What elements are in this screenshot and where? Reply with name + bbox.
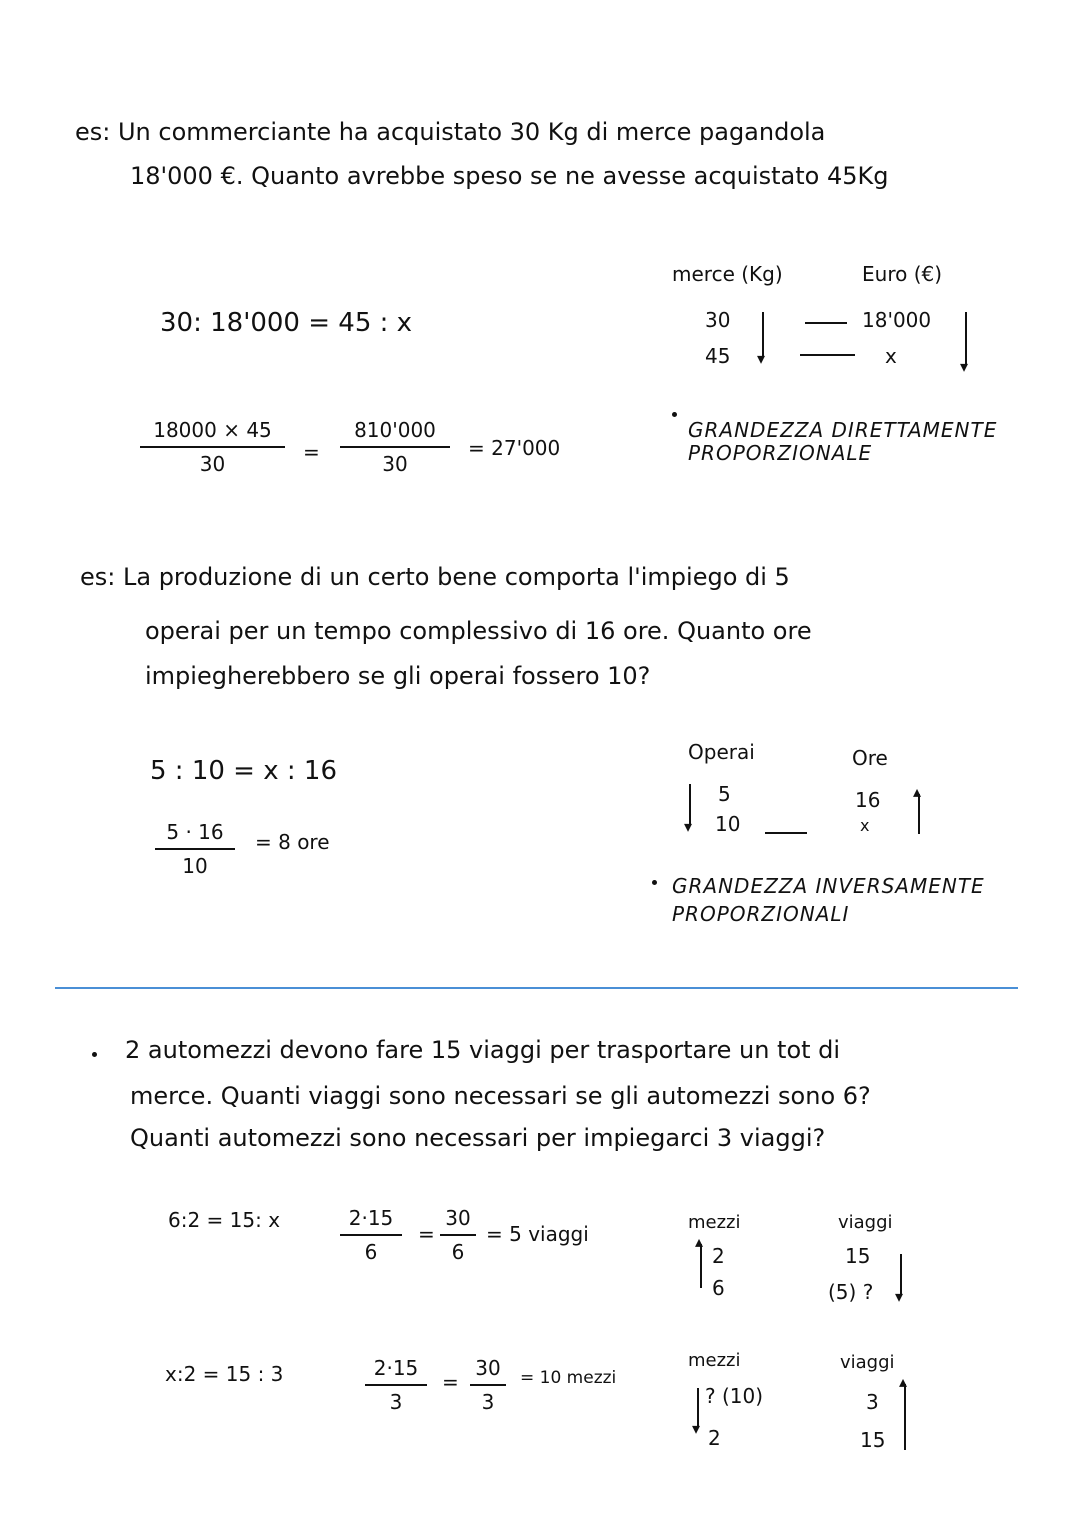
ex1-fraction-1 xyxy=(140,418,285,476)
arrow-up-icon xyxy=(918,794,920,834)
bullet-dot xyxy=(92,1052,97,1057)
ex1-table-connector-1 xyxy=(805,322,847,324)
ex3-t1-r1c1: 2 xyxy=(712,1244,725,1268)
arrow-down-icon xyxy=(900,1254,902,1294)
ex2-note-line1: GRANDEZZA INVERSAMENTE xyxy=(672,874,985,898)
arrow-up-icon xyxy=(700,1244,702,1288)
ex1-proportion: 30: 18'000 = 45 : x xyxy=(160,308,413,338)
ex3-p2-equals: = xyxy=(442,1370,459,1394)
ex3-text-line2: merce. Quanti viaggi sono necessari se gli automezzi sono 6? xyxy=(130,1082,871,1110)
arrow-down-icon xyxy=(697,1388,699,1426)
ex3-t1-r1c2: 15 xyxy=(845,1244,871,1268)
ex3-p2-fraction-1-numerator: 2·15 xyxy=(373,1356,419,1380)
ex2-fraction-denominator: 10 xyxy=(182,854,208,878)
arrow-up-icon xyxy=(904,1384,906,1450)
ex2-table-r2c1: 10 xyxy=(715,812,741,836)
ex3-p2-fraction-2-denominator: 3 xyxy=(481,1390,495,1414)
ex1-result: = 27'000 xyxy=(468,436,561,460)
ex2-table-header-operai: Operai xyxy=(688,740,755,764)
bullet-dot xyxy=(652,880,657,885)
ex3-p1-fraction-2 xyxy=(440,1206,476,1264)
ex3-p2-fraction-1-denominator: 3 xyxy=(389,1390,403,1414)
ex3-p1-result: = 5 viaggi xyxy=(486,1222,589,1246)
fraction-bar xyxy=(155,848,235,850)
ex3-t1-header-viaggi: viaggi xyxy=(838,1212,893,1233)
ex3-p2-fraction-2-numerator: 30 xyxy=(475,1356,501,1380)
fraction-bar xyxy=(440,1234,476,1236)
ex2-text-line1: es: La produzione di un certo bene comporta l'impiego di 5 xyxy=(80,563,790,591)
ex3-t2-r1c1: ? (10) xyxy=(705,1384,764,1408)
fraction-bar xyxy=(340,1234,402,1236)
ex3-p1-fraction-2-numerator: 30 xyxy=(445,1206,471,1230)
ex1-table-header-merce: merce (Kg) xyxy=(672,262,783,286)
ex3-p2-fraction-2 xyxy=(470,1356,506,1414)
ex1-table-r2c1: 45 xyxy=(705,344,731,368)
ex2-text-line3: impiegherebbero se gli operai fossero 10? xyxy=(145,662,651,690)
ex1-text-line2: 18'000 €. Quanto avrebbe speso se ne avesse acquistato 45Kg xyxy=(130,162,889,190)
ex3-t2-header-mezzi: mezzi xyxy=(688,1350,741,1371)
ex3-p1-fraction-1-denominator: 6 xyxy=(364,1240,378,1264)
ex1-fraction-1-numerator: 18000 × 45 xyxy=(153,418,272,442)
ex1-fraction-1-denominator: 30 xyxy=(199,452,226,476)
ex1-table-r1c2: 18'000 xyxy=(862,308,932,332)
ex2-table-r1c2: 16 xyxy=(855,788,881,812)
ex3-proportion-2: x:2 = 15 : 3 xyxy=(165,1362,284,1386)
fraction-bar xyxy=(365,1384,427,1386)
ex2-result: = 8 ore xyxy=(255,830,330,854)
ex1-table-header-euro: Euro (€) xyxy=(862,262,943,286)
ex3-t2-r1c2: 3 xyxy=(866,1390,879,1414)
ex2-table-connector xyxy=(765,832,807,834)
ex2-note-line2: PROPORZIONALI xyxy=(672,902,850,926)
arrow-down-icon xyxy=(762,312,764,356)
ex2-fraction xyxy=(155,820,235,878)
ex3-p1-equals: = xyxy=(418,1222,435,1246)
ex1-note-line2: PROPORZIONALE xyxy=(688,441,873,465)
ex1-fraction-2-denominator: 30 xyxy=(382,452,408,476)
ex1-table-r2c2: x xyxy=(885,344,897,368)
ex3-text-line3: Quanti automezzi sono necessari per impiegarci 3 viaggi? xyxy=(130,1124,826,1152)
ex3-p2-fraction-1 xyxy=(365,1356,427,1414)
ex2-table-header-ore: Ore xyxy=(852,746,888,770)
ex2-table-r2c2: x xyxy=(860,816,870,835)
ex3-t1-r2c2: (5) ? xyxy=(828,1280,874,1304)
ex3-t1-r2c1: 6 xyxy=(712,1276,725,1300)
ex1-fraction-2 xyxy=(340,418,450,476)
ex3-p2-result: = 10 mezzi xyxy=(520,1368,617,1388)
ex2-table-r1c1: 5 xyxy=(718,782,731,806)
fraction-bar xyxy=(470,1384,506,1386)
section-divider xyxy=(55,987,1018,989)
arrow-down-icon xyxy=(689,784,691,824)
ex1-fraction-2-numerator: 810'000 xyxy=(354,418,436,442)
ex2-proportion: 5 : 10 = x : 16 xyxy=(150,756,337,786)
ex3-t1-header-mezzi: mezzi xyxy=(688,1212,741,1233)
ex3-p1-fraction-2-denominator: 6 xyxy=(451,1240,465,1264)
ex3-t2-header-viaggi: viaggi xyxy=(840,1352,895,1373)
fraction-bar xyxy=(140,446,285,448)
ex3-proportion-1: 6:2 = 15: x xyxy=(168,1208,281,1232)
ex1-table-connector-2 xyxy=(800,354,855,356)
ex3-text-line1: 2 automezzi devono fare 15 viaggi per trasportare un tot di xyxy=(125,1036,841,1064)
ex2-fraction-numerator: 5 · 16 xyxy=(166,820,224,844)
arrow-down-icon xyxy=(965,312,967,364)
ex1-table-r1c1: 30 xyxy=(705,308,731,332)
ex3-t2-r2c1: 2 xyxy=(708,1426,721,1450)
ex1-text-line1: es: Un commerciante ha acquistato 30 Kg di merce pagandola xyxy=(75,118,826,146)
ex1-equals: = xyxy=(303,440,320,464)
ex3-p1-fraction-1 xyxy=(340,1206,402,1264)
ex3-t2-r2c2: 15 xyxy=(860,1428,886,1452)
ex2-text-line2: operai per un tempo complessivo di 16 ore. Quanto ore xyxy=(145,617,812,645)
ex3-p1-fraction-1-numerator: 2·15 xyxy=(348,1206,394,1230)
fraction-bar xyxy=(340,446,450,448)
bullet-dot xyxy=(672,412,677,417)
ex1-note-line1: GRANDEZZA DIRETTAMENTE xyxy=(688,418,998,442)
